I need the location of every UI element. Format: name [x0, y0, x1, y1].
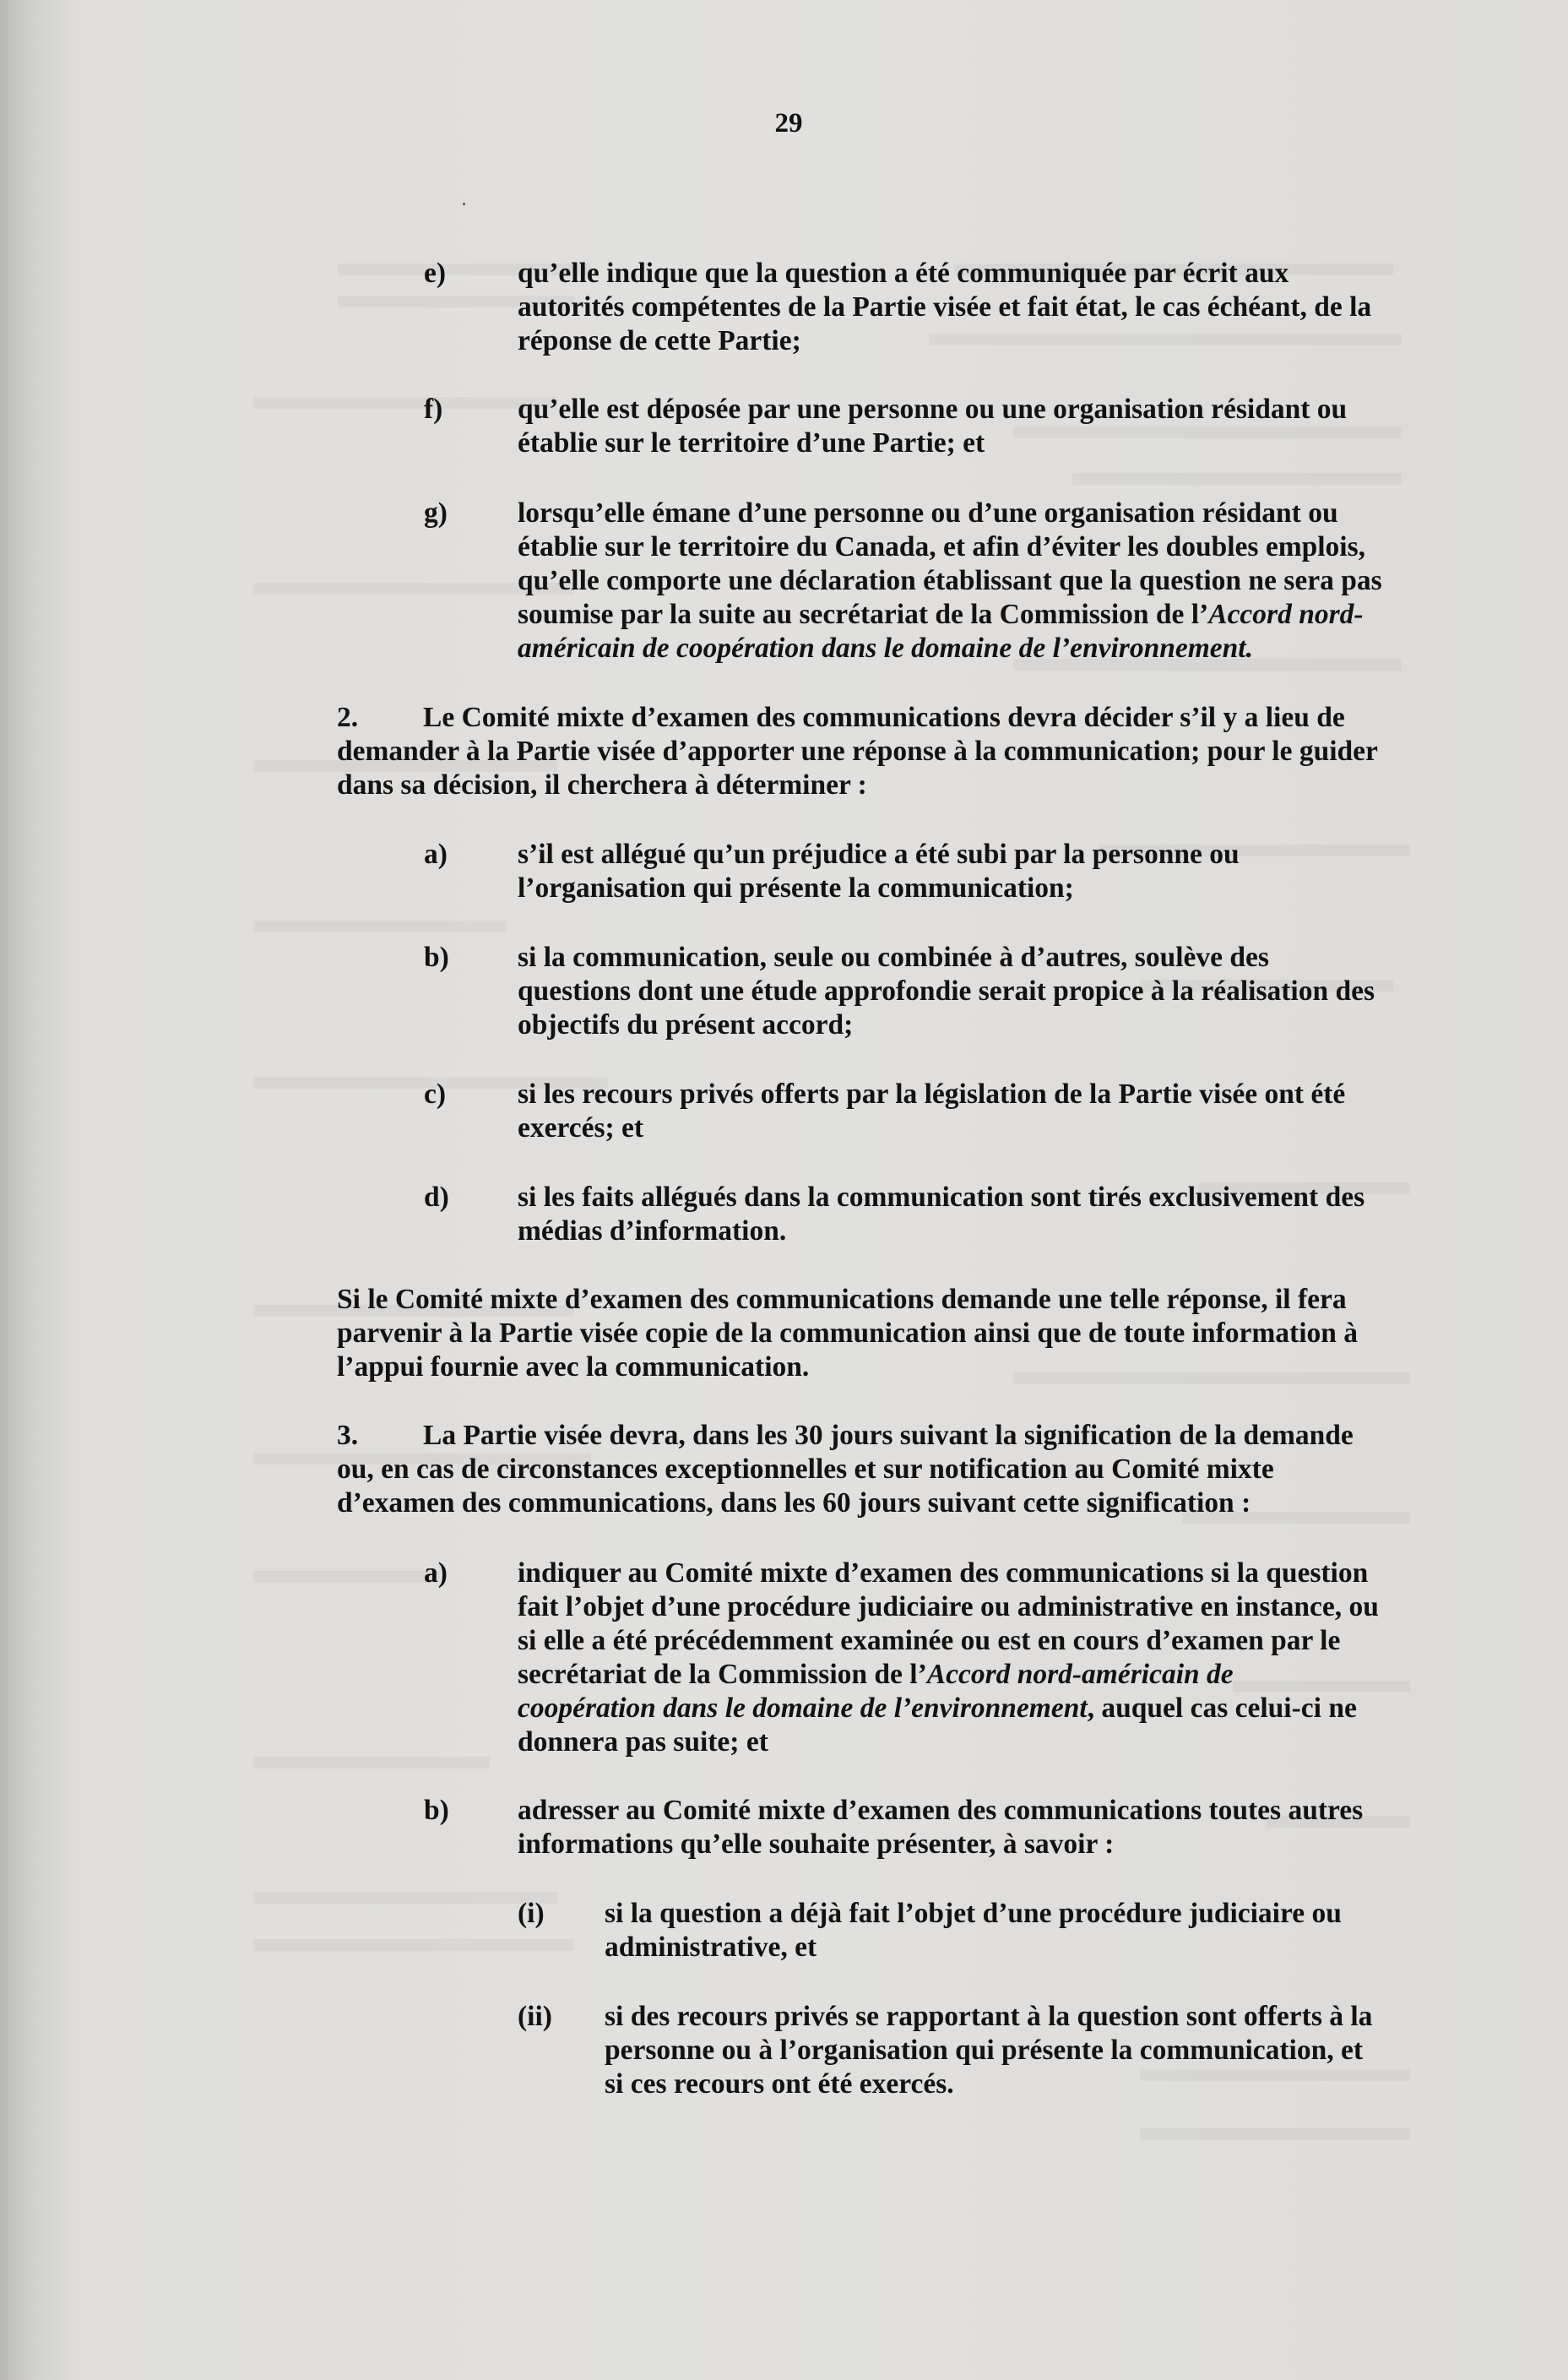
item-g-line-1: lorsqu’elle émane d’une personne ou d’une organisation résidant ou	[518, 497, 1338, 529]
subitem-ii-label: (ii)	[518, 2001, 552, 2032]
item-b-line-3: objectifs du présent accord;	[518, 1009, 854, 1041]
section-3-line-3: d’examen des communications, dans les 60 jours suivant cette signification :	[337, 1487, 1251, 1519]
item-g-line-2: établie sur le territoire du Canada, et afin d’éviter les doubles emplois,	[518, 531, 1366, 562]
item-label-c: c)	[424, 1079, 447, 1110]
paragraph-line-2: parvenir à la Partie visée copie de la communication ainsi que de toute information à	[337, 1318, 1359, 1349]
item-3a-line-2: fait l’objet d’une procédure judiciaire ou administrative en instance, ou	[518, 1591, 1379, 1622]
item-d-line-1: si les faits allégués dans la communication sont tirés exclusivement des	[518, 1182, 1365, 1213]
item-g-line-3: qu’elle comporte une déclaration établissant que la question ne sera pas	[518, 565, 1382, 596]
section-3-number: 3.	[337, 1420, 359, 1451]
subitem-i-label: (i)	[518, 1898, 545, 1929]
section-2-line-3: dans sa décision, il cherchera à déterminer :	[337, 769, 867, 801]
item-3a-line-5	[518, 1692, 1357, 1725]
item-g-line-5	[518, 632, 1253, 665]
section-2-line-2: demander à la Partie visée d’apporter une réponse à la communication; pour le guider	[337, 736, 1378, 767]
paragraph-line-3: l’appui fournie avec la communication.	[337, 1351, 810, 1383]
item-label-g: g)	[424, 497, 448, 529]
item-e-line-2: autorités compétentes de la Partie visée et fait état, le cas échéant, de la	[518, 291, 1372, 323]
item-e-line-3: réponse de cette Partie;	[518, 325, 801, 356]
item-f-line-2: établie sur le territoire d’une Partie; et	[518, 427, 985, 459]
item-3a-italic-title: Accord nord-américain de	[926, 1659, 1234, 1690]
subitem-ii-line-3: si ces recours ont été exercés.	[605, 2068, 954, 2100]
subitem-ii-line-1: si des recours privés se rapportant à la question sont offerts à la	[605, 2001, 1373, 2032]
item-3a-line-1: indiquer au Comité mixte d’examen des communications si la question	[518, 1557, 1369, 1589]
section-2-line-1: Le Comité mixte d’examen des communications devra décider s’il y a lieu de	[423, 702, 1345, 733]
item-3b-line-2: informations qu’elle souhaite présenter, à savoir :	[518, 1828, 1115, 1860]
item-a-line-1: s’il est allégué qu’un préjudice a été subi par la personne ou	[518, 839, 1240, 870]
paragraph-line-1: Si le Comité mixte d’examen des communications demande une telle réponse, il fera	[337, 1284, 1347, 1315]
item-g-italic-title: Accord nord-	[1208, 599, 1364, 630]
item-label-b: b)	[424, 942, 449, 973]
item-3a-line-3: si elle a été précédemment examinée ou est en cours d’examen par le	[518, 1625, 1341, 1656]
item-b-line-1: si la communication, seule ou combinée à d’autres, soulève des	[518, 942, 1269, 973]
subitem-i-line-2: administrative, et	[605, 1932, 817, 1963]
item-g-line-4	[518, 598, 1364, 631]
item-f-line-1: qu’elle est déposée par une personne ou une organisation résidant ou	[518, 394, 1348, 425]
item-g-line-5-text: américain de coopération dans le domaine de l’environnement.	[518, 633, 1253, 664]
item-3b-line-1: adresser au Comité mixte d’examen des communications toutes autres	[518, 1795, 1364, 1826]
item-c-line-2: exercés; et	[518, 1112, 644, 1144]
item-3a-line-5-text: , auquel cas celui-ci ne	[1087, 1693, 1357, 1724]
section-2-number: 2.	[337, 702, 359, 733]
item-label-e: e)	[424, 258, 447, 289]
item-3a-line-4-text: secrétariat de la Commission de l’	[518, 1659, 927, 1690]
item-3b-label: b)	[424, 1795, 449, 1826]
item-c-line-1: si les recours privés offerts par la législation de la Partie visée ont été	[518, 1079, 1346, 1110]
item-label-d: d)	[424, 1182, 449, 1213]
item-label-a: a)	[424, 839, 448, 870]
item-3a-label: a)	[424, 1557, 448, 1589]
subitem-ii-line-2: personne ou à l’organisation qui présente la communication, et	[605, 2035, 1363, 2066]
item-d-line-2: médias d’information.	[518, 1215, 787, 1247]
section-3-line-2: ou, en cas de circonstances exceptionnelles et sur notification au Comité mixte	[337, 1454, 1274, 1485]
item-3a-line-4	[518, 1658, 1234, 1691]
scan-speck	[463, 203, 465, 205]
item-3a-line-5-italic: coopération dans le domaine de l’environnement	[518, 1693, 1088, 1724]
subitem-i-line-1: si la question a déjà fait l’objet d’une procédure judiciaire ou	[605, 1898, 1342, 1929]
item-b-line-2: questions dont une étude approfondie serait propice à la réalisation des	[518, 975, 1375, 1007]
item-g-line-4-text: soumise par la suite au secrétariat de la Commission de l’	[518, 599, 1209, 630]
item-a-line-2: l’organisation qui présente la communication;	[518, 872, 1074, 904]
item-3a-line-6: donnera pas suite; et	[518, 1726, 768, 1758]
item-label-f: f)	[424, 394, 443, 425]
section-3-line-1: La Partie visée devra, dans les 30 jours suivant la signification de la demande	[423, 1420, 1354, 1451]
item-e-line-1: qu’elle indique que la question a été communiquée par écrit aux	[518, 258, 1289, 289]
page-number: 29	[774, 108, 803, 139]
